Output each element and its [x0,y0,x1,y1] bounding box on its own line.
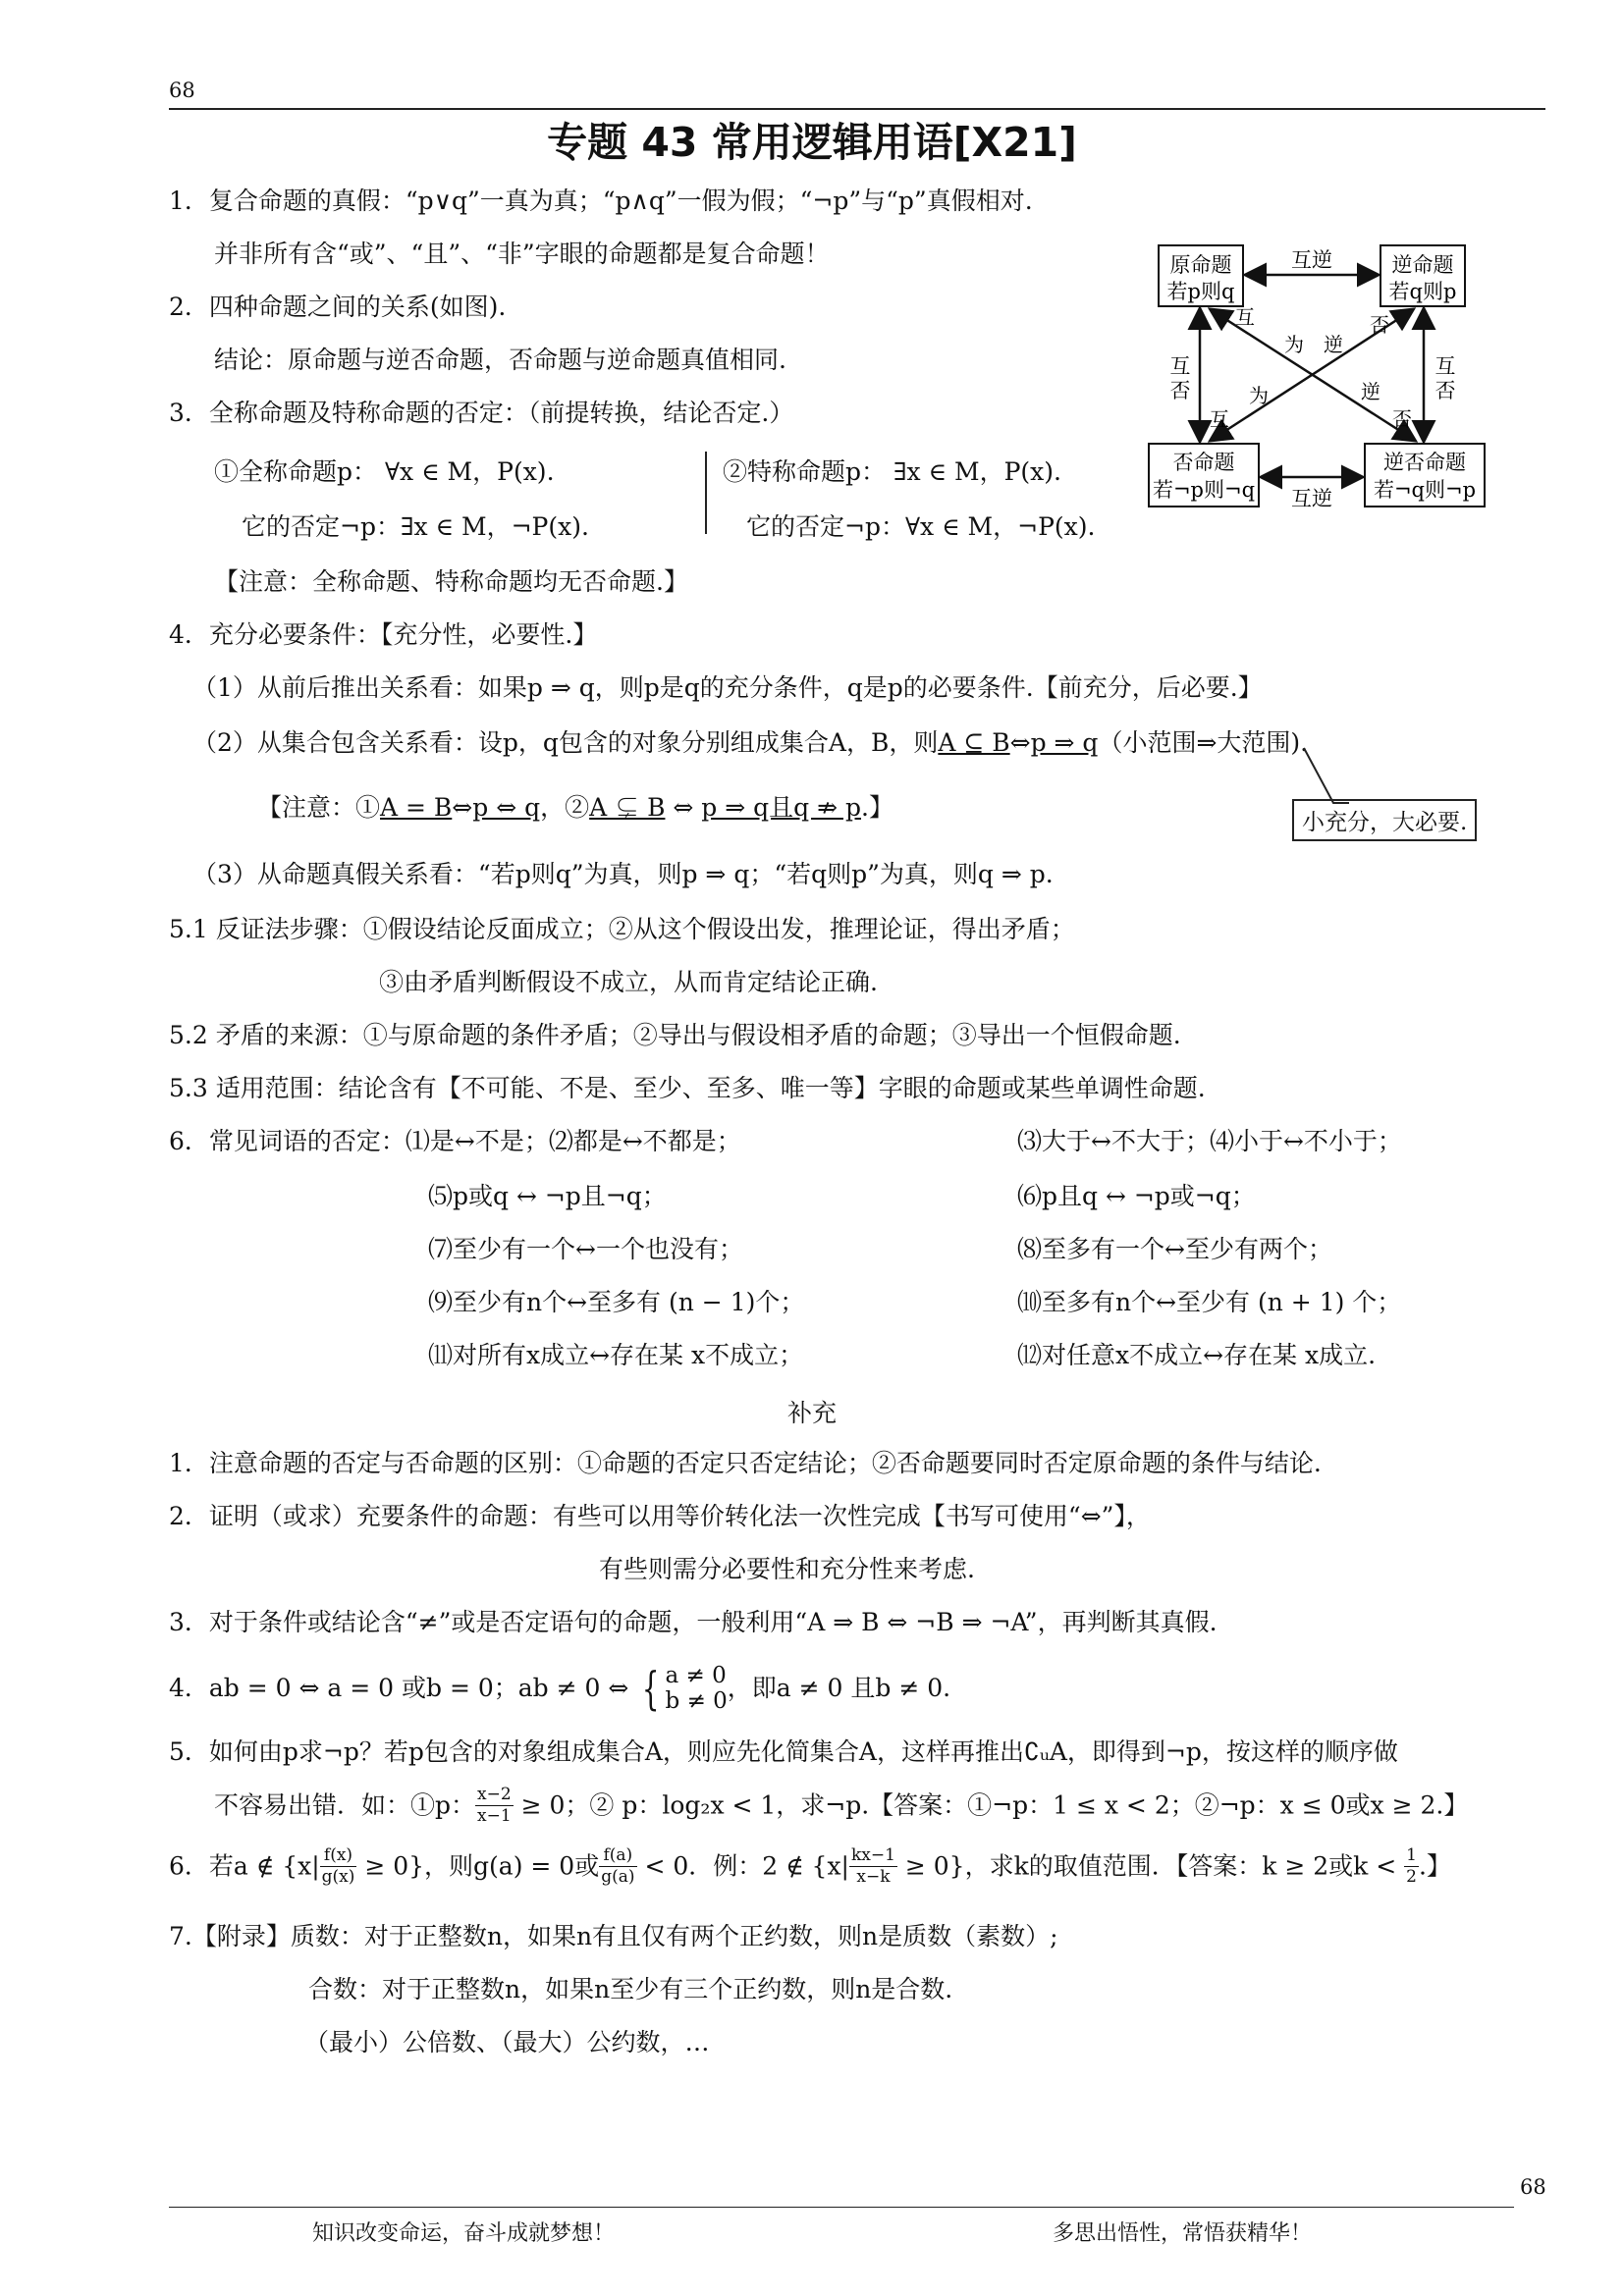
label-diag-fou1: 否 [1370,313,1389,337]
label-diag-hu1: 互 [1235,305,1255,329]
line-s6-1: 6．若a ∉ {x| [169,1851,320,1881]
frac-s6-a [320,1845,357,1888]
label-left-1: 互 [1169,354,1191,378]
label-diag-ni2: 逆 [1361,380,1380,403]
frac-s6-b-den: g(a) [601,1867,635,1887]
box-contrapositive-l1: 逆否命题 [1383,451,1466,474]
frac-s6-a-den: g(x) [321,1867,355,1887]
line-3b-right: ②特称命题p： ∃x ∈ M，P(x). [723,457,1061,486]
footer-rule [169,2207,1514,2208]
line-6c-left: ⑺至少有一个↔一个也没有； [428,1235,743,1263]
frac-s6-d [1404,1845,1419,1888]
line-6d-right: ⑽至多有n个↔至少有 (n + 1) 个； [1017,1288,1402,1316]
line-6e-left: ⑾对所有x成立↔存在某 x不成立； [428,1341,804,1369]
frac-s6-b [599,1845,636,1888]
label-right-1: 互 [1435,354,1456,378]
line-s4-top: a ≠ 0 [665,1663,727,1688]
box-converse-l1: 逆命题 [1391,253,1454,277]
line-4d-u4: p ⇒ q且q ⇏ p [701,793,861,822]
line-s6-5: .】 [1418,1851,1451,1881]
line-6a-right: ⑶大于↔不大于；⑷小于↔不小于； [1017,1127,1402,1155]
line-s3: 3．对于条件或结论含“≠”或是否定语句的命题，一般利用“A ⇒ B ⇔ ¬B ⇒ ¬A”，再判断其真假. [169,1608,1218,1636]
line-s2a: 2．证明（或求）充要条件的命题：有些可以用等价转化法一次性完成【书写可使用“⇔”】， [169,1502,1151,1530]
label-left-2: 否 [1169,379,1191,402]
line-s5b-2: ≥ 0；② p：log₂x < 1，求¬p.【答案：①¬p：1 ≤ x < 2；②¬p：x ≤ 0或x ≥ 2.】 [513,1790,1469,1820]
line-4c-post: （小范围⇒大范围). [1098,728,1309,757]
four-propositions-diagram [1129,236,1492,530]
line-s4-pre: 4．ab = 0 ⇔ a = 0 或b = 0；ab ≠ 0 ⇔ [169,1674,637,1702]
supplement-heading: 补充 [786,1399,837,1427]
line-4c-u2: p ⇒ q [1030,728,1099,757]
page-title: 专题 43 常用逻辑用语[X21] [547,119,1077,166]
label-diag-wei2: 为 [1249,384,1269,407]
line-3c-right: 它的否定¬p：∀x ∈ M，¬P(x). [746,512,1096,541]
line-1a: 1．复合命题的真假：“p∨q”一真为真；“p∧q”一假为假；“¬p”与“p”真假相对. [169,187,1033,215]
line-s1: 1．注意命题的否定与否命题的区别：①命题的否定只否定结论；②否命题要同时否定原命题的条件与结论. [169,1449,1322,1477]
line-6b-right: ⑹p且q ↔ ¬p或¬q； [1017,1182,1256,1210]
footer-right: 多思出悟性，常悟获精华！ [1053,2221,1313,2246]
header-page-number: 68 [169,79,195,102]
frac-s6-a-num: f(x) [320,1845,357,1867]
line-s4-bot: b ≠ 0 [665,1688,728,1714]
line-2a: 2．四种命题之间的关系(如图). [169,293,507,321]
line-6c-right: ⑻至多有一个↔至少有两个； [1017,1235,1332,1263]
line-51a: 5.1 反证法步骤：①假设结论反面成立；②从这个假设出发，推理论证，得出矛盾； [169,915,1075,943]
frac-s6-d-den: 2 [1406,1867,1417,1887]
line-53: 5.3 适用范围：结论含有【不可能、不是、至少、至多、唯一等】字眼的命题或某些单调性命题. [169,1074,1206,1102]
line-s4 [169,1659,950,1718]
line-6b-left: ⑸p或q ↔ ¬p且¬q； [428,1182,667,1210]
line-s6 [169,1845,1451,1900]
line-s7c: （最小）公倍数、（最大）公约数，… [304,2028,710,2056]
line-4a: 4．充分必要条件：【充分性，必要性.】 [169,620,598,649]
label-right-2: 否 [1435,379,1456,402]
frac-s5-den: x−1 [477,1806,512,1826]
box-original-l1: 原命题 [1169,253,1232,277]
box-inverse-l2: 若¬p则¬q [1152,478,1256,502]
line-51b: ③由矛盾判断假设不成立，从而肯定结论正确. [379,968,878,996]
footer-left: 知识改变命运，奋斗成就梦想！ [312,2221,616,2246]
label-diag-wei1: 为 [1284,333,1304,356]
line-52: 5.2 矛盾的来源：①与原命题的条件矛盾；②导出与假设相矛盾的命题；③导出一个恒假命题. [169,1021,1181,1049]
line-4c-mid: ⇔ [1009,728,1031,757]
line-2b: 结论：原命题与逆否命题，否命题与逆命题真值相同. [214,346,786,374]
label-bottom: 互逆 [1291,487,1332,510]
line-s6-4: ≥ 0}，求k的取值范围．【答案：k ≥ 2或k < [896,1851,1405,1881]
footer-page-number: 68 [1520,2175,1546,2199]
line-4c [192,726,1308,760]
box-original-l2: 若p则q [1166,280,1235,303]
frac-s6-d-num: 1 [1406,1845,1417,1865]
line-s5a: 5．如何由p求¬p？若p包含的对象组成集合A，则应先化简集合A，这样再推出∁ᵤA，即得到¬p，按这样的顺序做 [169,1737,1398,1766]
line-s4-post: ，即a ≠ 0 且b ≠ 0. [727,1674,951,1702]
frac-s6-b-num: f(a) [599,1845,636,1867]
line-4e: （3）从命题真假关系看：“若p则q”为真，则p ⇒ q；“若q则p”为真，则q ⇒ p. [192,860,1054,888]
line-4d-m3: ⇔ [665,793,702,822]
line-s6-2: ≥ 0}，则g(a) = 0或 [356,1851,600,1881]
line-4c-u1: A ⊆ B [938,728,1010,757]
line-s4-brace: { [642,1662,660,1715]
line-4d-pre: 【注意：① [257,793,381,822]
line-s5b [214,1785,1468,1838]
line-1b: 并非所有含“或”、“且”、“非”字眼的命题都是复合命题！ [214,240,830,268]
line-3a: 3．全称命题及特称命题的否定：（前提转换，结论否定.） [169,399,794,427]
line-s7a: 7.【附录】质数：对于正整数n，如果n有且仅有两个正约数，则n是质数（素数）; [169,1922,1058,1950]
line-4d-m2: ，② [540,793,590,822]
line-4d-post: .】 [861,793,893,822]
line-4b: （1）从前后推出关系看：如果p ⇒ q，则p是q的充分条件，q是p的必要条件.【前充分，后必要.】 [192,673,1263,702]
note-bubble: 小充分，大必要. [1292,799,1477,841]
line-4d [257,791,893,825]
line-3c-left: 它的否定¬p：∃x ∈ M，¬P(x). [242,512,589,541]
line-4d-u3: A ⊊ B [589,793,666,822]
box-inverse-l1: 否命题 [1172,451,1235,474]
line-4c-pre: （2）从集合包含关系看：设p，q包含的对象分别组成集合A，B，则 [192,728,939,757]
line-4d-u1: A = B [380,793,453,822]
frac-s5-num: x−2 [477,1785,512,1804]
frac-s5 [475,1785,514,1827]
line-s7b: 合数：对于正整数n，如果n至少有三个正约数，则n是合数. [308,1975,953,2003]
line-4d-u2: p ⇔ q [472,793,541,822]
frac-s6-c [849,1845,897,1888]
line-3d: 【注意：全称命题、特称命题均无否命题.】 [214,567,688,596]
line-s2b: 有些则需分必要性和充分性来考虑. [599,1555,975,1583]
line-3b-left: ①全称命题p： ∀x ∈ M，P(x). [214,457,555,486]
bubble-pointer [1294,746,1353,805]
label-top: 互逆 [1291,248,1332,272]
frac-s6-c-num: kx−1 [850,1845,895,1865]
line-s6-3: < 0．例：2 ∉ {x| [636,1851,849,1881]
box-converse-l2: 若q则p [1388,280,1457,303]
line-4d-m1: ⇔ [452,793,473,822]
line-6d-left: ⑼至少有n个↔至多有 (n − 1)个； [428,1288,805,1316]
box-contrapositive-l2: 若¬q则¬p [1373,478,1477,502]
frac-s6-c-den: x−k [856,1867,891,1887]
label-diag-ni1: 逆 [1324,333,1343,356]
line-6e-right: ⑿对任意x不成立↔存在某 x成立. [1017,1341,1377,1369]
separator-bar [705,452,707,534]
label-diag-fou2: 否 [1392,407,1412,431]
line-s5b-1: 不容易出错．如：①p： [214,1790,476,1820]
line-s4-cases [666,1663,728,1714]
line-6a-left: 6．常见词语的否定：⑴是↔不是；⑵都是↔不都是； [169,1127,741,1155]
label-diag-hu2: 互 [1210,407,1229,431]
